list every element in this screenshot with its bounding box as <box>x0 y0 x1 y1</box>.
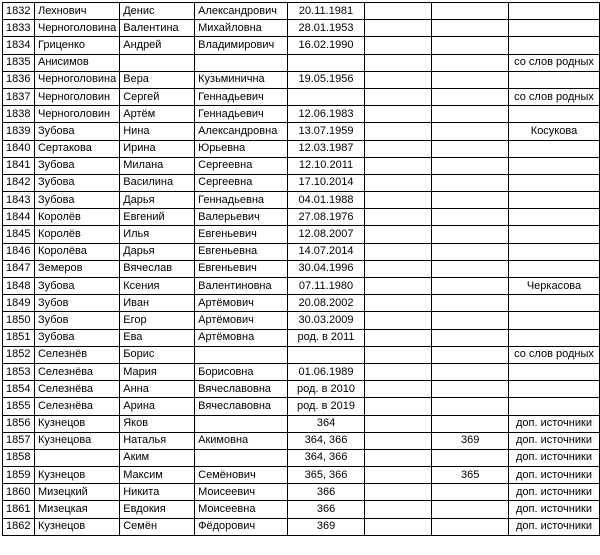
record-number-cell: 1833 <box>3 20 35 37</box>
note-cell: со слов родных <box>509 346 600 363</box>
surname-cell: Лехнович <box>34 3 119 20</box>
patronymic-cell: Владимирович <box>195 37 288 54</box>
records-table <box>2 2 600 536</box>
extra-column-2-cell <box>432 226 509 243</box>
extra-column-1-cell <box>364 484 431 501</box>
extra-column-1-cell <box>364 88 431 105</box>
first-name-cell: Борис <box>120 346 195 363</box>
birth-date-cell: 07.11.1980 <box>288 278 365 295</box>
surname-cell: Селезнёв <box>34 346 119 363</box>
first-name-cell: Яков <box>120 415 195 432</box>
note-cell <box>509 3 600 20</box>
birth-date-cell: 364, 366 <box>288 432 365 449</box>
first-name-cell: Никита <box>120 484 195 501</box>
first-name-cell: Сергей <box>120 88 195 105</box>
table-row <box>3 209 600 226</box>
extra-column-1-cell <box>364 123 431 140</box>
extra-column-2-cell <box>432 123 509 140</box>
patronymic-cell <box>195 449 288 466</box>
extra-column-2-cell <box>432 329 509 346</box>
table-row <box>3 415 600 432</box>
table-row <box>3 226 600 243</box>
extra-column-1-cell <box>364 54 431 71</box>
surname-cell: Зубов <box>34 312 119 329</box>
note-cell <box>509 398 600 415</box>
first-name-cell: Егор <box>120 312 195 329</box>
surname-cell: Зубова <box>34 123 119 140</box>
birth-date-cell: 19.05.1956 <box>288 71 365 88</box>
patronymic-cell: Акимовна <box>195 432 288 449</box>
record-number-cell: 1846 <box>3 243 35 260</box>
table-row <box>3 346 600 363</box>
birth-date-cell: 12.08.2007 <box>288 226 365 243</box>
extra-column-1-cell <box>364 398 431 415</box>
first-name-cell: Мария <box>120 363 195 380</box>
patronymic-cell: Александрович <box>195 3 288 20</box>
record-number-cell: 1847 <box>3 260 35 277</box>
birth-date-cell: 16.02.1990 <box>288 37 365 54</box>
table-row <box>3 174 600 191</box>
table-row <box>3 518 600 535</box>
extra-column-2-cell <box>432 415 509 432</box>
record-number-cell: 1848 <box>3 278 35 295</box>
note-cell <box>509 329 600 346</box>
extra-column-1-cell <box>364 20 431 37</box>
birth-date-cell: 14.07.2014 <box>288 243 365 260</box>
record-number-cell: 1839 <box>3 123 35 140</box>
surname-cell: Кузнецов <box>34 415 119 432</box>
surname-cell <box>34 449 119 466</box>
table-row <box>3 312 600 329</box>
record-number-cell: 1856 <box>3 415 35 432</box>
extra-column-2-cell <box>432 20 509 37</box>
first-name-cell: Иван <box>120 295 195 312</box>
patronymic-cell: Юрьевна <box>195 140 288 157</box>
note-cell <box>509 243 600 260</box>
patronymic-cell <box>195 415 288 432</box>
surname-cell: Зубов <box>34 295 119 312</box>
patronymic-cell: Артёмович <box>195 295 288 312</box>
note-cell: Черкасова <box>509 278 600 295</box>
first-name-cell: Дарья <box>120 192 195 209</box>
patronymic-cell: Вячеславовна <box>195 381 288 398</box>
birth-date-cell: 365, 366 <box>288 467 365 484</box>
record-number-cell: 1843 <box>3 192 35 209</box>
extra-column-2-cell <box>432 449 509 466</box>
surname-cell: Земеров <box>34 260 119 277</box>
first-name-cell: Дарья <box>120 243 195 260</box>
table-row <box>3 37 600 54</box>
note-cell <box>509 312 600 329</box>
record-number-cell: 1861 <box>3 501 35 518</box>
patronymic-cell: Сергеевна <box>195 174 288 191</box>
note-cell <box>509 260 600 277</box>
record-number-cell: 1853 <box>3 363 35 380</box>
table-row <box>3 432 600 449</box>
patronymic-cell: Валерьевич <box>195 209 288 226</box>
record-number-cell: 1844 <box>3 209 35 226</box>
first-name-cell: Арина <box>120 398 195 415</box>
birth-date-cell: 04.01.1988 <box>288 192 365 209</box>
extra-column-1-cell <box>364 363 431 380</box>
table-row <box>3 157 600 174</box>
table-row <box>3 449 600 466</box>
first-name-cell: Артём <box>120 106 195 123</box>
note-cell <box>509 363 600 380</box>
note-cell <box>509 106 600 123</box>
note-cell: доп. источники <box>509 449 600 466</box>
extra-column-2-cell <box>432 312 509 329</box>
record-number-cell: 1851 <box>3 329 35 346</box>
birth-date-cell: 13.07.1959 <box>288 123 365 140</box>
first-name-cell: Валентина <box>120 20 195 37</box>
surname-cell: Зубова <box>34 174 119 191</box>
note-cell <box>509 174 600 191</box>
extra-column-2-cell <box>432 518 509 535</box>
birth-date-cell: 12.03.1987 <box>288 140 365 157</box>
record-number-cell: 1852 <box>3 346 35 363</box>
birth-date-cell: 366 <box>288 501 365 518</box>
first-name-cell: Семён <box>120 518 195 535</box>
table-row <box>3 278 600 295</box>
first-name-cell: Василина <box>120 174 195 191</box>
record-number-cell: 1855 <box>3 398 35 415</box>
extra-column-1-cell <box>364 157 431 174</box>
note-cell <box>509 209 600 226</box>
extra-column-2-cell <box>432 209 509 226</box>
extra-column-1-cell <box>364 278 431 295</box>
surname-cell: Черноголовин <box>34 106 119 123</box>
patronymic-cell: Евгеньевна <box>195 243 288 260</box>
patronymic-cell: Евгеньевич <box>195 260 288 277</box>
extra-column-1-cell <box>364 415 431 432</box>
note-cell <box>509 157 600 174</box>
first-name-cell <box>120 54 195 71</box>
patronymic-cell: Сергеевна <box>195 157 288 174</box>
birth-date-cell: род. в 2019 <box>288 398 365 415</box>
extra-column-1-cell <box>364 192 431 209</box>
note-cell <box>509 192 600 209</box>
birth-date-cell <box>288 88 365 105</box>
patronymic-cell: Геннадьевич <box>195 106 288 123</box>
table-row <box>3 398 600 415</box>
first-name-cell: Милана <box>120 157 195 174</box>
note-cell: доп. источники <box>509 484 600 501</box>
surname-cell: Анисимов <box>34 54 119 71</box>
record-number-cell: 1857 <box>3 432 35 449</box>
record-number-cell: 1845 <box>3 226 35 243</box>
extra-column-1-cell <box>364 295 431 312</box>
record-number-cell: 1836 <box>3 71 35 88</box>
record-number-cell: 1860 <box>3 484 35 501</box>
surname-cell: Селезнёва <box>34 363 119 380</box>
first-name-cell: Ирина <box>120 140 195 157</box>
table-row <box>3 501 600 518</box>
record-number-cell: 1850 <box>3 312 35 329</box>
extra-column-2-cell <box>432 363 509 380</box>
record-number-cell: 1837 <box>3 88 35 105</box>
surname-cell: Сертакова <box>34 140 119 157</box>
note-cell: доп. источники <box>509 518 600 535</box>
birth-date-cell: род. в 2010 <box>288 381 365 398</box>
extra-column-2-cell <box>432 278 509 295</box>
record-number-cell: 1840 <box>3 140 35 157</box>
extra-column-1-cell <box>364 449 431 466</box>
first-name-cell: Евдокия <box>120 501 195 518</box>
first-name-cell: Анна <box>120 381 195 398</box>
table-body <box>3 3 600 536</box>
patronymic-cell: Фёдорович <box>195 518 288 535</box>
table-row <box>3 3 600 20</box>
note-cell <box>509 37 600 54</box>
record-number-cell: 1854 <box>3 381 35 398</box>
extra-column-1-cell <box>364 174 431 191</box>
extra-column-1-cell <box>364 260 431 277</box>
birth-date-cell: 27.08.1976 <box>288 209 365 226</box>
record-number-cell: 1832 <box>3 3 35 20</box>
birth-date-cell: 12.10.2011 <box>288 157 365 174</box>
extra-column-2-cell <box>432 192 509 209</box>
surname-cell: Черноголовина <box>34 71 119 88</box>
birth-date-cell: 28.01.1953 <box>288 20 365 37</box>
table-row <box>3 329 600 346</box>
extra-column-1-cell <box>364 140 431 157</box>
extra-column-1-cell <box>364 37 431 54</box>
table-row <box>3 243 600 260</box>
surname-cell: Королёв <box>34 209 119 226</box>
table-row <box>3 54 600 71</box>
record-number-cell: 1835 <box>3 54 35 71</box>
first-name-cell: Максим <box>120 467 195 484</box>
patronymic-cell: Валентиновна <box>195 278 288 295</box>
table-row <box>3 363 600 380</box>
first-name-cell: Илья <box>120 226 195 243</box>
surname-cell: Кузнецова <box>34 432 119 449</box>
patronymic-cell: Михайловна <box>195 20 288 37</box>
extra-column-1-cell <box>364 312 431 329</box>
extra-column-2-cell <box>432 260 509 277</box>
first-name-cell: Вера <box>120 71 195 88</box>
birth-date-cell: 20.08.2002 <box>288 295 365 312</box>
birth-date-cell: 17.10.2014 <box>288 174 365 191</box>
birth-date-cell: 369 <box>288 518 365 535</box>
first-name-cell: Нина <box>120 123 195 140</box>
note-cell: доп. источники <box>509 467 600 484</box>
patronymic-cell <box>195 54 288 71</box>
extra-column-2-cell <box>432 243 509 260</box>
surname-cell: Гриценко <box>34 37 119 54</box>
extra-column-2-cell <box>432 71 509 88</box>
surname-cell: Мизецкая <box>34 501 119 518</box>
patronymic-cell: Александровна <box>195 123 288 140</box>
patronymic-cell: Артёмовна <box>195 329 288 346</box>
note-cell <box>509 71 600 88</box>
surname-cell: Королёва <box>34 243 119 260</box>
note-cell: доп. источники <box>509 432 600 449</box>
patronymic-cell <box>195 346 288 363</box>
record-number-cell: 1842 <box>3 174 35 191</box>
note-cell <box>509 20 600 37</box>
extra-column-2-cell <box>432 501 509 518</box>
note-cell: доп. источники <box>509 415 600 432</box>
birth-date-cell: род. в 2011 <box>288 329 365 346</box>
extra-column-1-cell <box>364 243 431 260</box>
record-number-cell: 1862 <box>3 518 35 535</box>
extra-column-1-cell <box>364 432 431 449</box>
first-name-cell: Вячеслав <box>120 260 195 277</box>
patronymic-cell: Артёмович <box>195 312 288 329</box>
extra-column-2-cell <box>432 3 509 20</box>
birth-date-cell: 364, 366 <box>288 449 365 466</box>
extra-column-1-cell <box>364 226 431 243</box>
extra-column-1-cell <box>364 3 431 20</box>
table-row <box>3 260 600 277</box>
note-cell <box>509 226 600 243</box>
table-row <box>3 295 600 312</box>
birth-date-cell: 20.11.1981 <box>288 3 365 20</box>
surname-cell: Селезнёва <box>34 381 119 398</box>
note-cell <box>509 381 600 398</box>
first-name-cell: Ева <box>120 329 195 346</box>
birth-date-cell <box>288 346 365 363</box>
extra-column-2-cell: 369 <box>432 432 509 449</box>
first-name-cell: Наталья <box>120 432 195 449</box>
extra-column-1-cell <box>364 467 431 484</box>
record-number-cell: 1841 <box>3 157 35 174</box>
extra-column-1-cell <box>364 346 431 363</box>
note-cell: Косукова <box>509 123 600 140</box>
table-row <box>3 467 600 484</box>
surname-cell: Зубова <box>34 329 119 346</box>
surname-cell: Селезнёва <box>34 398 119 415</box>
patronymic-cell: Геннадьевна <box>195 192 288 209</box>
patronymic-cell: Семёнович <box>195 467 288 484</box>
patronymic-cell: Борисовна <box>195 363 288 380</box>
table-row <box>3 88 600 105</box>
record-number-cell: 1849 <box>3 295 35 312</box>
extra-column-2-cell <box>432 54 509 71</box>
note-cell: со слов родных <box>509 54 600 71</box>
table-row <box>3 192 600 209</box>
table-row <box>3 106 600 123</box>
surname-cell: Зубова <box>34 192 119 209</box>
birth-date-cell: 30.04.1996 <box>288 260 365 277</box>
first-name-cell: Аким <box>120 449 195 466</box>
surname-cell: Зубова <box>34 278 119 295</box>
patronymic-cell: Кузьминична <box>195 71 288 88</box>
surname-cell: Кузнецов <box>34 467 119 484</box>
note-cell: доп. источники <box>509 501 600 518</box>
extra-column-1-cell <box>364 501 431 518</box>
birth-date-cell: 364 <box>288 415 365 432</box>
extra-column-1-cell <box>364 106 431 123</box>
first-name-cell: Евгений <box>120 209 195 226</box>
surname-cell: Зубова <box>34 157 119 174</box>
note-cell <box>509 295 600 312</box>
patronymic-cell: Евгеньевич <box>195 226 288 243</box>
surname-cell: Кузнецов <box>34 518 119 535</box>
surname-cell: Мизецкий <box>34 484 119 501</box>
table-row <box>3 20 600 37</box>
note-cell <box>509 140 600 157</box>
extra-column-1-cell <box>364 71 431 88</box>
extra-column-1-cell <box>364 329 431 346</box>
extra-column-2-cell <box>432 346 509 363</box>
surname-cell: Черноголовин <box>34 88 119 105</box>
table-row <box>3 123 600 140</box>
extra-column-2-cell: 365 <box>432 467 509 484</box>
extra-column-2-cell <box>432 484 509 501</box>
extra-column-2-cell <box>432 88 509 105</box>
extra-column-1-cell <box>364 518 431 535</box>
record-number-cell: 1859 <box>3 467 35 484</box>
table-row <box>3 484 600 501</box>
birth-date-cell: 12.06.1983 <box>288 106 365 123</box>
record-number-cell: 1834 <box>3 37 35 54</box>
patronymic-cell: Моисеевна <box>195 501 288 518</box>
patronymic-cell: Геннадьевич <box>195 88 288 105</box>
extra-column-2-cell <box>432 381 509 398</box>
extra-column-2-cell <box>432 106 509 123</box>
surname-cell: Королёв <box>34 226 119 243</box>
extra-column-2-cell <box>432 295 509 312</box>
note-cell: со слов родных <box>509 88 600 105</box>
extra-column-2-cell <box>432 157 509 174</box>
record-number-cell: 1838 <box>3 106 35 123</box>
table-row <box>3 71 600 88</box>
patronymic-cell: Вячеславовна <box>195 398 288 415</box>
surname-cell: Черноголовина <box>34 20 119 37</box>
extra-column-2-cell <box>432 37 509 54</box>
birth-date-cell <box>288 54 365 71</box>
birth-date-cell: 01.06.1989 <box>288 363 365 380</box>
birth-date-cell: 366 <box>288 484 365 501</box>
extra-column-2-cell <box>432 140 509 157</box>
birth-date-cell: 30.03.2009 <box>288 312 365 329</box>
first-name-cell: Денис <box>120 3 195 20</box>
first-name-cell: Ксения <box>120 278 195 295</box>
record-number-cell: 1858 <box>3 449 35 466</box>
extra-column-1-cell <box>364 209 431 226</box>
table-row <box>3 381 600 398</box>
extra-column-2-cell <box>432 174 509 191</box>
patronymic-cell: Моисеевич <box>195 484 288 501</box>
table-row <box>3 140 600 157</box>
first-name-cell: Андрей <box>120 37 195 54</box>
extra-column-1-cell <box>364 381 431 398</box>
extra-column-2-cell <box>432 398 509 415</box>
